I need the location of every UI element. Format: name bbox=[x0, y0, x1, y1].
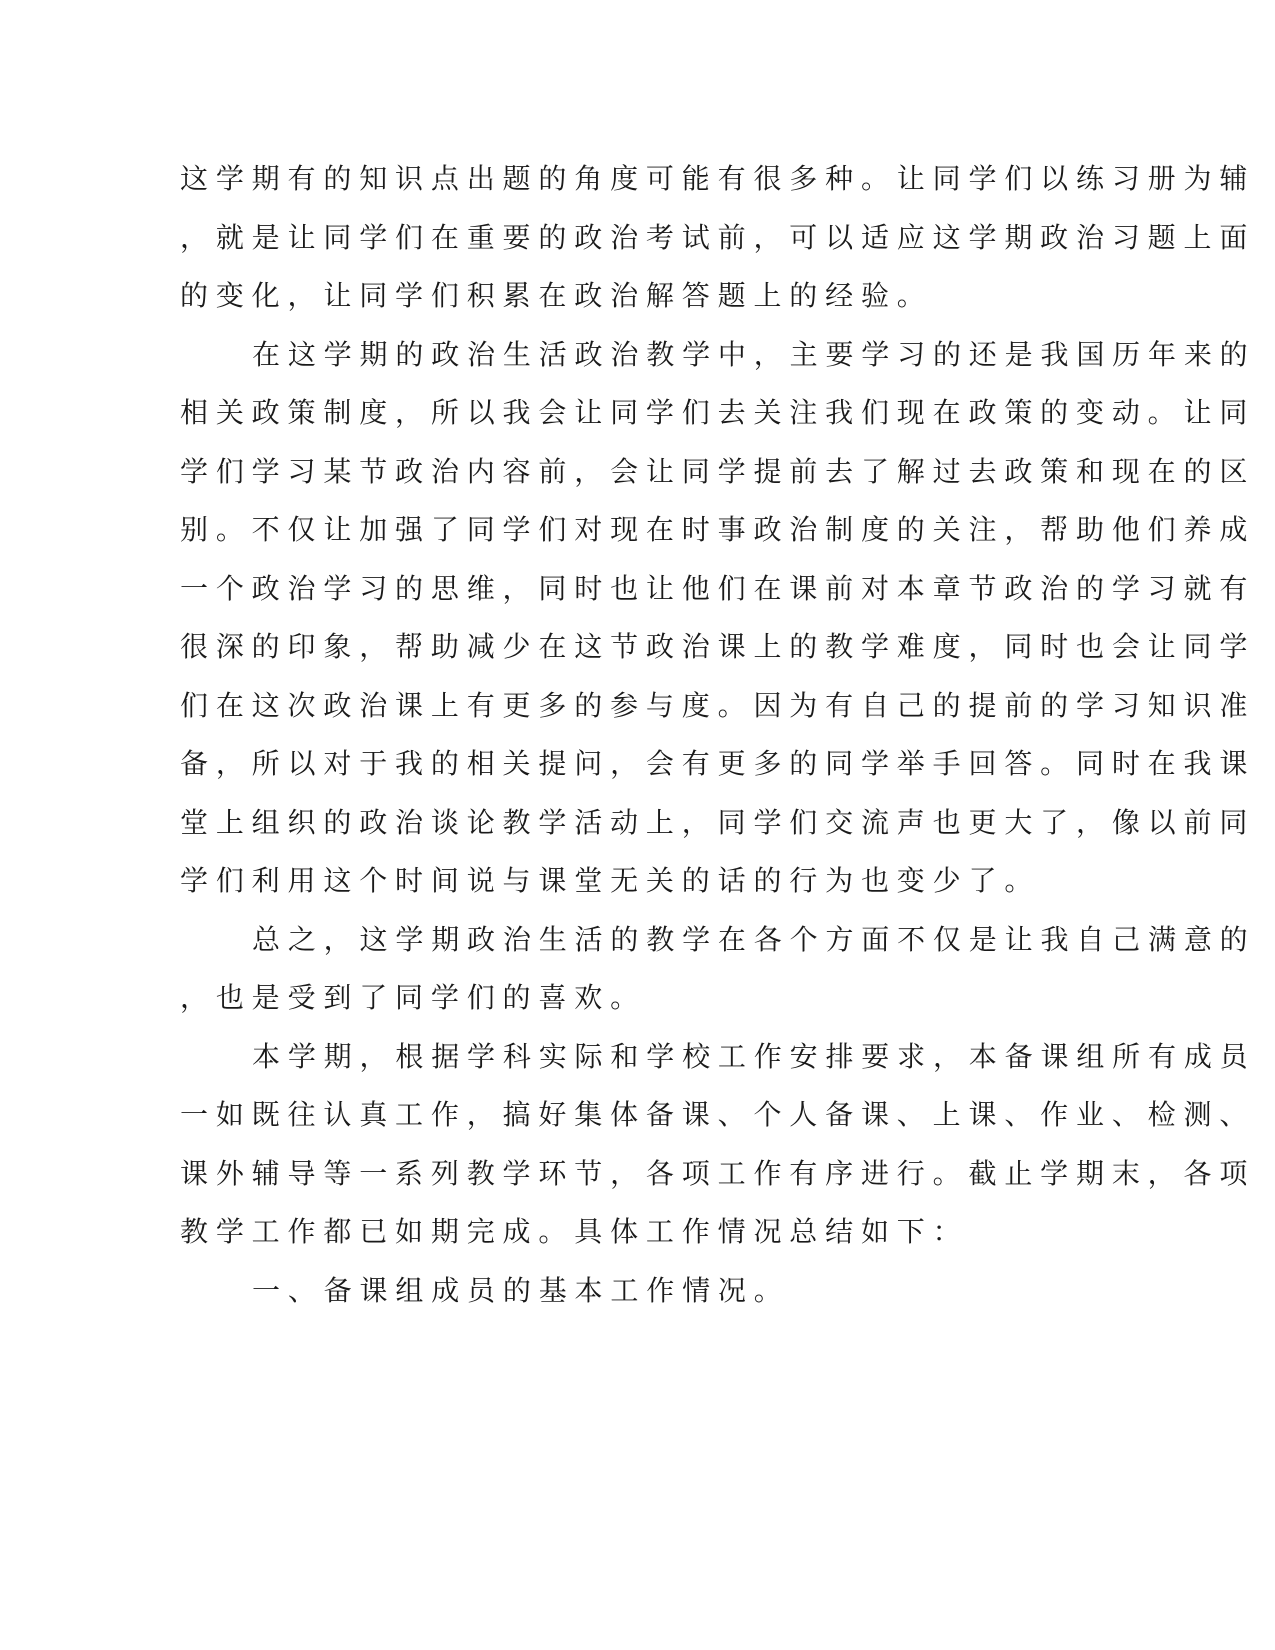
text-line-19: 教学工作都已如期完成。具体工作情况总结如下： bbox=[180, 1215, 969, 1248]
text-line-13: 学们利用这个时间说与课堂无关的话的行为也变少了。 bbox=[180, 864, 1041, 897]
text-line-9: 很深的印象，帮助减少在这节政治课上的教学难度，同时也会让同学 bbox=[180, 630, 1256, 663]
document-body bbox=[180, 150, 1256, 1320]
text-line-3: 的变化，让同学们积累在政治解答题上的经验。 bbox=[180, 279, 933, 312]
text-line-7: 别。不仅让加强了同学们对现在时事政治制度的关注，帮助他们养成 bbox=[180, 513, 1256, 546]
text-line-11: 备，所以对于我的相关提问，会有更多的同学举手回答。同时在我课 bbox=[180, 747, 1256, 780]
text-line-18: 课外辅导等一系列教学环节，各项工作有序进行。截止学期末，各项 bbox=[180, 1156, 1256, 1190]
text-line-12: 堂上组织的政治谈论教学活动上，同学们交流声也更大了，像以前同 bbox=[180, 805, 1256, 839]
text-line-20: 一、备课组成员的基本工作情况。 bbox=[252, 1273, 790, 1307]
text-line-10: 们在这次政治课上有更多的参与度。因为有自己的提前的学习知识准 bbox=[180, 688, 1256, 722]
text-line-17: 一如既往认真工作，搞好集体备课、个人备课、上课、作业、检测、 bbox=[180, 1098, 1256, 1131]
text-line-8: 一个政治学习的思维，同时也让他们在课前对本章节政治的学习就有 bbox=[180, 571, 1256, 605]
text-line-15: ，也是受到了同学们的喜欢。 bbox=[180, 981, 646, 1014]
text-line-4: 在这学期的政治生活政治教学中，主要学习的还是我国历年来的 bbox=[252, 337, 1256, 371]
text-line-1: 这学期有的知识点出题的角度可能有很多种。让同学们以练习册为辅 bbox=[180, 162, 1256, 195]
text-line-6: 学们学习某节政治内容前，会让同学提前去了解过去政策和现在的区 bbox=[180, 454, 1256, 488]
text-line-16: 本学期，根据学科实际和学校工作安排要求，本备课组所有成员 bbox=[252, 1039, 1256, 1073]
text-line-2: ，就是让同学们在重要的政治考试前，可以适应这学期政治习题上面 bbox=[180, 220, 1256, 254]
text-line-14: 总之，这学期政治生活的教学在各个方面不仅是让我自己满意的 bbox=[252, 922, 1256, 956]
text-line-5: 相关政策制度，所以我会让同学们去关注我们现在政策的变动。让同 bbox=[180, 396, 1256, 429]
